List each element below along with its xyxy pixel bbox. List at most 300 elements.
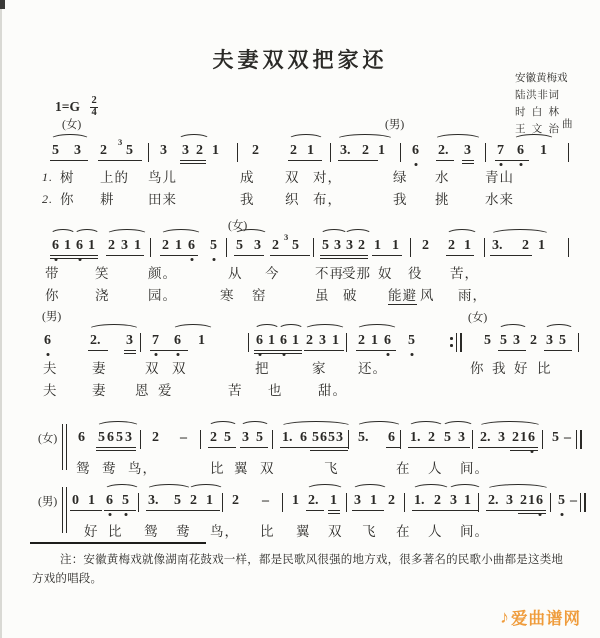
note: 1 <box>374 238 381 253</box>
beam <box>270 255 310 256</box>
note: 2 <box>448 238 455 253</box>
note: 6 <box>528 430 535 445</box>
note: 6 <box>107 430 114 445</box>
note: 2 <box>162 238 169 253</box>
note: 2 <box>434 493 441 508</box>
beam <box>304 350 344 351</box>
beam <box>518 513 546 514</box>
lyric: 家 <box>312 361 327 376</box>
beam <box>160 255 198 256</box>
note: 5 <box>210 238 217 253</box>
note: 2 <box>306 333 313 348</box>
voice-label: (男) <box>42 311 62 323</box>
lyric: 挑 <box>435 192 450 207</box>
lyric: 成 <box>240 170 255 185</box>
beam <box>288 160 322 161</box>
note: 3 <box>506 493 513 508</box>
beam <box>150 350 188 351</box>
lyric: 园。 <box>148 288 177 303</box>
barline <box>138 493 139 512</box>
lyric: 织 <box>285 192 300 207</box>
lyric: 双 <box>285 170 300 185</box>
footnote-line-2: 方戏的唱段。 <box>32 573 103 585</box>
barline <box>282 493 283 512</box>
lyric: 耕 <box>100 192 115 207</box>
note: 3 <box>513 333 520 348</box>
beam <box>490 255 532 256</box>
beam <box>180 163 206 164</box>
lyric: 双 <box>172 361 187 376</box>
lyric: 上的 <box>100 170 129 185</box>
lyric: 也 <box>268 383 283 398</box>
barline <box>272 430 273 449</box>
note: 1 <box>268 333 275 348</box>
note: 1 <box>198 333 205 348</box>
lyric: 好 <box>514 361 529 376</box>
note: 2 <box>530 333 537 348</box>
lyric: 鸟， <box>128 461 157 476</box>
lyric: 在 <box>396 524 411 539</box>
lyric: 寒 <box>220 288 235 303</box>
note: 3 <box>74 143 81 158</box>
barline <box>410 238 411 257</box>
lyric: 比 <box>108 524 123 539</box>
lyric: 比 <box>210 461 225 476</box>
note: 5 <box>559 333 566 348</box>
note: 5 <box>224 430 231 445</box>
note: 1 <box>88 493 95 508</box>
lyric: 你 <box>45 288 60 303</box>
note: 6 <box>384 333 391 348</box>
repeat-thin-line <box>456 333 457 352</box>
lyric: 今 <box>265 266 280 281</box>
beam <box>240 447 268 448</box>
lyric: 2. <box>42 192 53 206</box>
lyric: 飞 <box>362 524 377 539</box>
watermark-text: 爱曲谱网 <box>511 609 581 628</box>
final-barline-thin <box>580 493 581 512</box>
note: – <box>570 493 577 508</box>
system-brace <box>62 487 67 533</box>
note: 6 <box>174 333 181 348</box>
note: 2 <box>520 493 527 508</box>
lyric: 飞 <box>324 461 339 476</box>
lyric: 青山 <box>485 170 514 185</box>
note: 6 <box>536 493 543 508</box>
lyric: 我 <box>240 192 255 207</box>
note: 3. <box>148 493 159 508</box>
note: 2 <box>108 238 115 253</box>
note: 1 <box>528 493 535 508</box>
credit-char: 非 <box>537 90 548 101</box>
note: 6 <box>106 493 113 508</box>
note: 1 <box>540 143 547 158</box>
beam <box>96 447 136 448</box>
note: 1 <box>520 430 527 445</box>
beam <box>386 447 400 448</box>
note: 2 <box>358 333 365 348</box>
lyric: 1. <box>42 170 53 184</box>
song-title: 夫妻双双把家还 <box>212 48 388 72</box>
final-barline-thick <box>580 430 583 449</box>
barline <box>222 493 223 512</box>
note: 1 <box>371 333 378 348</box>
note: 5 <box>122 493 129 508</box>
beam <box>96 450 136 451</box>
beam <box>510 447 538 448</box>
lyric: 比 <box>537 361 552 376</box>
beam <box>495 160 529 161</box>
lyric: 我 <box>492 361 507 376</box>
lyric: 颜。 <box>148 266 177 281</box>
lyric: 浇 <box>95 288 110 303</box>
note: 3 <box>498 430 505 445</box>
lyric: 役 <box>408 266 423 281</box>
barline <box>330 143 331 162</box>
credit-char: 白 <box>531 107 543 118</box>
credit-char: 王 <box>515 124 526 135</box>
beam <box>478 447 512 448</box>
credit-char: 戏 <box>557 73 568 84</box>
note: 6 <box>280 333 287 348</box>
note: 2. <box>480 430 491 445</box>
barline <box>550 493 551 512</box>
lyric: 布， <box>313 192 342 207</box>
note: 6 <box>76 238 83 253</box>
note: 3. <box>492 238 503 253</box>
beam <box>50 160 88 161</box>
lyric: 人 <box>428 461 443 476</box>
beam <box>234 255 264 256</box>
lyric: 双 <box>260 461 275 476</box>
beam <box>320 258 368 259</box>
barline <box>313 238 314 257</box>
lyric: 翼 <box>234 461 249 476</box>
note: 2. <box>308 493 319 508</box>
note: 2 <box>388 493 395 508</box>
note: 0 <box>72 493 79 508</box>
voice-label: (男) <box>38 496 58 508</box>
note: – <box>564 430 571 445</box>
barline <box>226 238 227 257</box>
note: 1 <box>538 238 545 253</box>
note: 3 <box>125 430 132 445</box>
lyric: 水 <box>435 170 450 185</box>
beam <box>518 510 546 511</box>
repeat-dot <box>450 344 453 347</box>
note: 3 <box>334 238 341 253</box>
beam <box>462 163 474 164</box>
note: 1 <box>392 238 399 253</box>
beam <box>328 513 340 514</box>
repeat-dot <box>450 337 453 340</box>
note: 1 <box>175 238 182 253</box>
barline <box>478 493 479 512</box>
meter-numerator: 2 <box>91 95 97 106</box>
note: – <box>180 430 187 445</box>
lyric: 从 <box>228 266 243 281</box>
lyric: 鸳 <box>144 524 159 539</box>
lyric: 苦 <box>228 383 243 398</box>
lyric: 翼 <box>296 524 311 539</box>
note: 5 <box>408 333 415 348</box>
beam <box>254 353 302 354</box>
lyric: 恩 <box>135 383 150 398</box>
lyric: 水来 <box>485 192 514 207</box>
voice-label: (女) <box>228 220 248 232</box>
note: 3 <box>126 333 133 348</box>
beam <box>146 510 188 511</box>
lyric: 田来 <box>148 192 177 207</box>
note: 5. <box>358 430 369 445</box>
meter-denominator: 4 <box>91 107 97 118</box>
lyric: 间。 <box>460 461 489 476</box>
lyric: 笑 <box>95 266 110 281</box>
footnote-line-1: 注：安徽黄梅戏就像湖南花鼓戏一样，都是民歌风很强的地方戏，很多著名的民歌小曲都是这类地 <box>60 554 564 566</box>
lyric: 风 <box>420 288 435 303</box>
beam <box>498 350 526 351</box>
beam <box>280 447 314 448</box>
final-barline-thick <box>584 493 587 512</box>
credit-char: 徽 <box>525 73 536 84</box>
beam <box>106 255 144 256</box>
barline <box>542 430 543 449</box>
note: 1 <box>330 493 337 508</box>
note: 3 <box>346 238 353 253</box>
note: 3 <box>450 493 457 508</box>
note: 2 <box>362 143 369 158</box>
barline <box>568 143 569 162</box>
beam <box>310 450 348 451</box>
barline <box>568 238 569 257</box>
note: 1 <box>134 238 141 253</box>
note: 5 <box>558 493 565 508</box>
note: 5 <box>444 430 451 445</box>
note: 6 <box>188 238 195 253</box>
barline <box>148 143 149 162</box>
beam <box>412 510 448 511</box>
note: 3 <box>354 493 361 508</box>
lyric: 你 <box>60 192 75 207</box>
note: 6 <box>412 143 419 158</box>
barline <box>404 493 405 512</box>
note: 2. <box>488 493 499 508</box>
beam <box>510 450 538 451</box>
beam <box>352 510 384 511</box>
system-brace <box>62 424 67 470</box>
lyric: 苦， <box>450 266 479 281</box>
beam <box>448 510 478 511</box>
lyric: 鸟， <box>210 524 239 539</box>
lyric: 妻 <box>92 383 107 398</box>
lyric: 绿 <box>393 170 408 185</box>
beam <box>310 447 348 448</box>
lyric: 鸯 <box>102 461 117 476</box>
note: 1 <box>464 238 471 253</box>
note: 5 <box>98 430 105 445</box>
note: 5 3 <box>118 137 133 158</box>
credit-char: 梅 <box>546 73 557 84</box>
note: 2 <box>290 143 297 158</box>
credit-char: 林 <box>548 107 559 118</box>
beam <box>338 160 378 161</box>
lyric: 比 <box>260 524 275 539</box>
beam <box>446 255 474 256</box>
music-note-icon: ♪ <box>500 607 509 627</box>
barline <box>578 333 579 352</box>
lyric: 窑 <box>252 288 267 303</box>
voice-label: (女) <box>62 119 82 131</box>
note: 1. <box>410 430 421 445</box>
note: 6 <box>256 333 263 348</box>
note: 1 <box>464 493 471 508</box>
note: 3 <box>242 430 249 445</box>
note: 6 <box>300 430 307 445</box>
barline <box>237 143 238 162</box>
note: 2. <box>438 143 449 158</box>
grace-note: 3 <box>118 137 123 147</box>
note: 3 <box>254 238 261 253</box>
barline <box>346 333 347 352</box>
note: 5 <box>328 430 335 445</box>
note: 1 <box>206 493 213 508</box>
note: 2. <box>90 333 101 348</box>
note: 7 <box>497 143 504 158</box>
note: 3 <box>464 143 471 158</box>
barline <box>400 430 401 449</box>
note: 5 <box>116 430 123 445</box>
beam <box>180 160 206 161</box>
note: 1 <box>378 143 385 158</box>
barline <box>485 143 486 162</box>
note: 3 <box>336 430 343 445</box>
lyric: 受那 <box>342 266 371 281</box>
note: 1 <box>88 238 95 253</box>
barline <box>248 333 249 352</box>
credit-char: 安 <box>515 73 526 84</box>
note: 7 <box>152 333 159 348</box>
barline <box>348 430 349 449</box>
note: 3 <box>121 238 128 253</box>
beam <box>254 350 302 351</box>
note: 2 <box>252 143 259 158</box>
tonality: 1=G <box>55 99 80 114</box>
note: 5 <box>174 493 181 508</box>
beam <box>408 447 442 448</box>
note: 1 <box>292 333 299 348</box>
note: 2 <box>210 430 217 445</box>
beam <box>306 510 324 511</box>
note: 1 <box>212 143 219 158</box>
lyric: 鸟儿 <box>148 170 177 185</box>
lyric: 带 <box>45 266 60 281</box>
note: 3 <box>160 143 167 158</box>
beam <box>124 353 136 354</box>
beam <box>124 350 136 351</box>
note: 2 <box>422 238 429 253</box>
lyric: 双 <box>328 524 343 539</box>
beam <box>188 510 220 511</box>
lyric: 鸯 <box>176 524 191 539</box>
note: 3 <box>319 333 326 348</box>
note: 1. <box>414 493 425 508</box>
credit-char: 洪 <box>526 90 537 101</box>
beam <box>328 510 340 511</box>
note: 5 <box>236 238 243 253</box>
note: 3 <box>458 430 465 445</box>
note: 1 <box>370 493 377 508</box>
lyric: 我 <box>393 192 408 207</box>
lyric: 不再 <box>315 266 344 281</box>
note: 5 <box>52 143 59 158</box>
note: 2 <box>428 430 435 445</box>
note: 3 <box>182 143 189 158</box>
note: 6 <box>44 333 51 348</box>
beam <box>88 350 108 351</box>
beam <box>436 160 454 161</box>
note: 5 <box>552 430 559 445</box>
voice-label: (男) <box>385 119 405 131</box>
note: 2 <box>152 430 159 445</box>
beam <box>320 255 368 256</box>
lyric: 雨， <box>458 288 487 303</box>
note: 3 <box>546 333 553 348</box>
note: 5 <box>312 430 319 445</box>
lyric: 虽 <box>315 288 330 303</box>
lyric: 夫 <box>43 361 58 376</box>
barline <box>400 143 401 162</box>
beam <box>70 510 102 511</box>
repeat-barline <box>450 333 463 352</box>
beam <box>356 350 396 351</box>
note: – <box>262 493 269 508</box>
beam <box>50 255 98 256</box>
lyric: 你 <box>470 361 485 376</box>
barline <box>484 238 485 257</box>
beam <box>486 510 520 511</box>
credit-char: 词 <box>548 90 559 101</box>
note: 2 <box>196 143 203 158</box>
lyric: 树 <box>60 170 75 185</box>
note: 5 <box>322 238 329 253</box>
credit-char: 时 <box>515 107 526 118</box>
note: 2 <box>512 430 519 445</box>
note: 2 <box>272 238 279 253</box>
beam <box>50 258 98 259</box>
note: 1 <box>307 143 314 158</box>
note: 6 <box>78 430 85 445</box>
beam <box>372 255 402 256</box>
lyric: 破 <box>343 288 358 303</box>
note: 1 <box>64 238 71 253</box>
barline <box>200 430 201 449</box>
barline <box>472 430 473 449</box>
note: 6 <box>52 238 59 253</box>
note: 1 <box>332 333 339 348</box>
note: 5 <box>484 333 491 348</box>
beam <box>104 510 136 511</box>
note: 6 <box>388 430 395 445</box>
note: 2 <box>190 493 197 508</box>
note: 5 3 <box>284 232 299 253</box>
note: 3. <box>340 143 351 158</box>
beam <box>98 160 142 161</box>
grace-note: 3 <box>284 232 289 242</box>
beam <box>462 160 474 161</box>
beam <box>544 350 572 351</box>
note: 6 <box>320 430 327 445</box>
barline <box>150 238 151 257</box>
